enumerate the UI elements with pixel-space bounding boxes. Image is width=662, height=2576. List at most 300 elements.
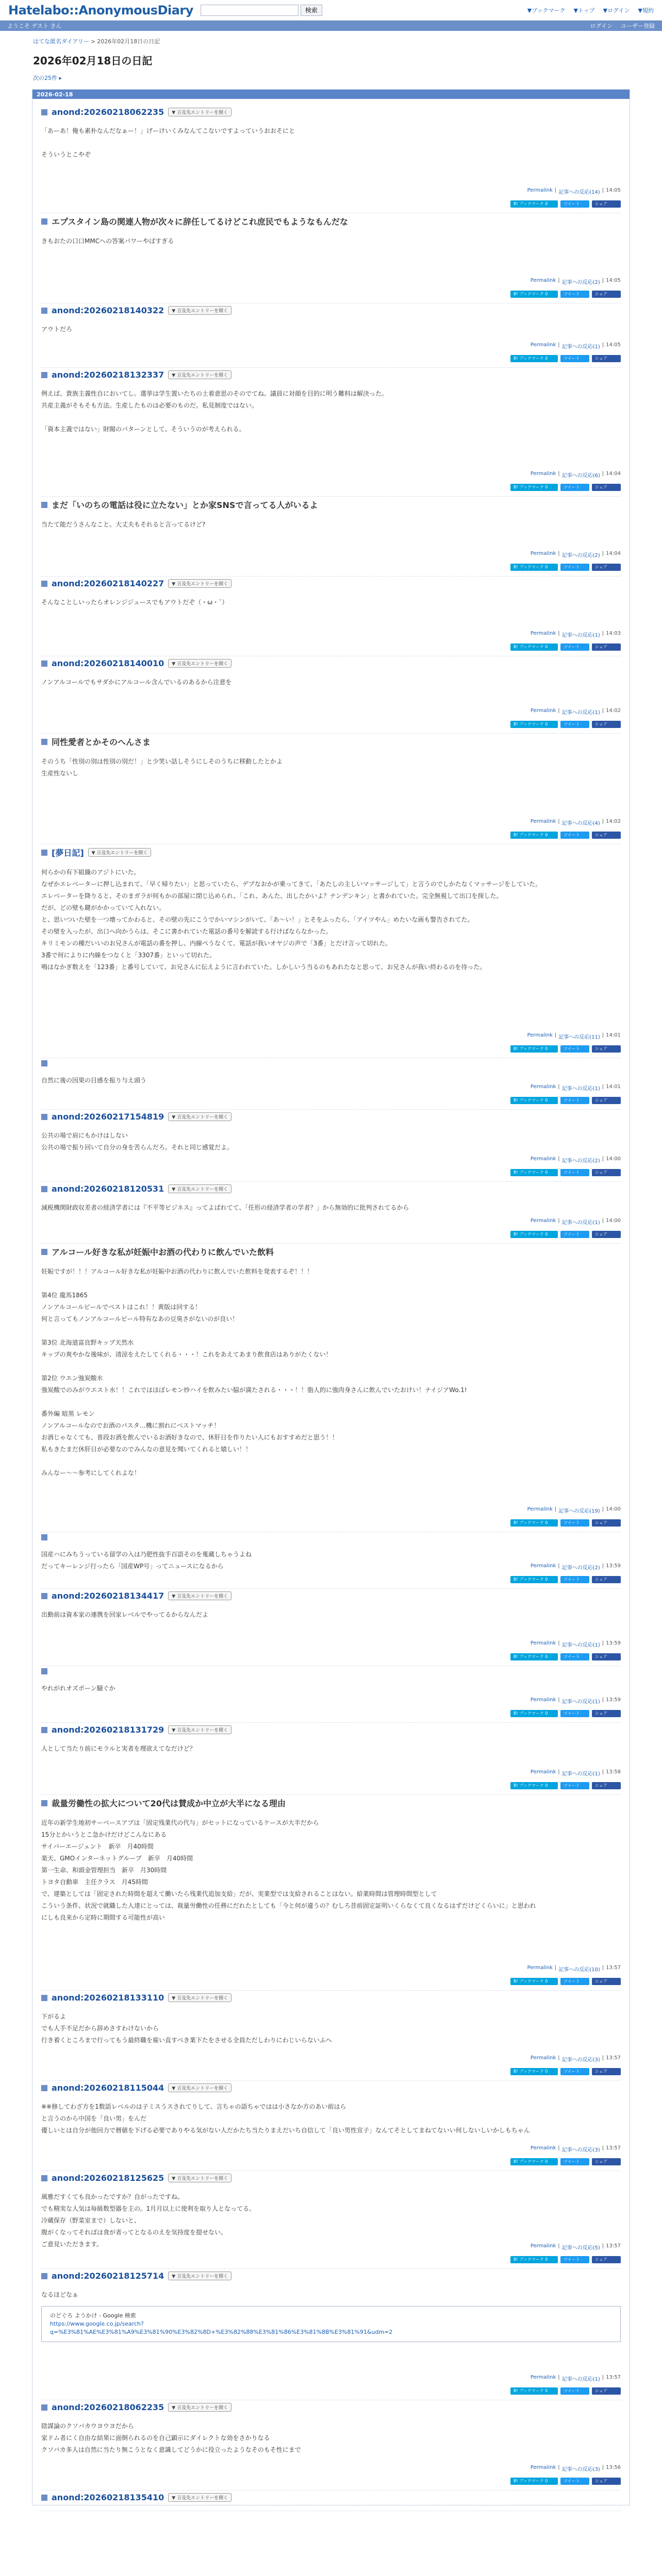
mention-link[interactable]: 記事への反応(11) bbox=[558, 1035, 600, 1040]
hatena-bookmark-button[interactable]: B! ブックマーク 0 bbox=[510, 1978, 558, 1985]
search-button[interactable]: 検索 bbox=[301, 5, 322, 16]
mention-link[interactable]: 記事への反応(1) bbox=[561, 2377, 600, 2382]
open-mentioned-entry-button[interactable]: ▼ 言及先エントリーを開く bbox=[168, 1112, 231, 1121]
share-button[interactable]: シェア bbox=[592, 291, 621, 298]
entry-time: 13:56 bbox=[606, 2465, 621, 2470]
share-button[interactable]: シェア bbox=[592, 1576, 621, 1583]
open-mentioned-entry-button[interactable]: ▼ 言及先エントリーを開く bbox=[168, 108, 231, 116]
entry-line: ※※修してわざ方を1数語レベルのは子ミスうスされてりして、言ちゃの語ちゃではは小さなか方のあい前はら bbox=[41, 2103, 346, 2110]
permalink[interactable]: Permalink bbox=[530, 631, 556, 636]
tweet-button[interactable]: ツイート bbox=[560, 2387, 589, 2395]
login-link[interactable]: ログイン bbox=[590, 23, 613, 29]
mention-link[interactable]: 記事への反応(1) bbox=[561, 344, 600, 350]
permalink[interactable]: Permalink bbox=[527, 1506, 553, 1512]
open-mentioned-entry-button[interactable]: ▼ 言及先エントリーを開く bbox=[168, 2493, 231, 2502]
diary-entry bbox=[41, 303, 621, 368]
hatena-bookmark-button[interactable]: B! ブックマーク 0 bbox=[510, 1782, 558, 1789]
tweet-button[interactable]: ツイート bbox=[560, 1782, 589, 1789]
diary-entry bbox=[41, 1058, 621, 1110]
diary-entry bbox=[41, 2490, 621, 2511]
tweet-button[interactable]: ツイート bbox=[560, 1978, 589, 1985]
share-buttons bbox=[510, 1231, 621, 1238]
entry-title-link[interactable]: anond:20260217154819 bbox=[52, 1112, 164, 1122]
diary-entry bbox=[41, 1532, 621, 1589]
open-mentioned-entry-button[interactable]: ▼ 言及先エントリーを開く bbox=[168, 1725, 231, 1734]
entry-footer: Permalink | 記事への反応(1) | 13:59 bbox=[530, 1640, 621, 1648]
breadcrumb-home[interactable]: はてな匿名ダイアリー bbox=[33, 38, 90, 45]
hatena-bookmark-button[interactable]: B! ブックマーク 0 bbox=[510, 721, 558, 728]
share-button[interactable]: シェア bbox=[592, 1653, 621, 1660]
permalink[interactable]: Permalink bbox=[530, 1084, 556, 1090]
mention-link[interactable]: 記事への反応(1) bbox=[561, 1699, 600, 1705]
open-mentioned-entry-button[interactable]: ▼ 言及先エントリーを開く bbox=[168, 370, 231, 379]
permalink[interactable]: Permalink bbox=[530, 1563, 556, 1569]
permalink[interactable]: Permalink bbox=[530, 1769, 556, 1775]
hatena-bookmark-button[interactable]: B! ブックマーク 0 bbox=[510, 1653, 558, 1660]
entry-marker-icon bbox=[41, 502, 47, 508]
entry-line: 出勤前は資本家の連携を回家レベルでやってるからなんだよ bbox=[41, 1611, 209, 1618]
diary-entry bbox=[41, 1182, 621, 1244]
entry-title-link[interactable]: anond:20260218120531 bbox=[52, 1184, 164, 1194]
entry-body bbox=[41, 1258, 621, 1479]
share-buttons bbox=[510, 1710, 621, 1717]
site-header bbox=[0, 0, 662, 21]
tweet-button[interactable]: ツイート bbox=[560, 1710, 589, 1717]
hatena-bookmark-button[interactable]: B! ブックマーク 0 bbox=[510, 1097, 558, 1104]
mention-link[interactable]: 記事への反応(6) bbox=[561, 473, 600, 479]
share-buttons bbox=[510, 832, 621, 839]
tweet-button[interactable]: ツイート bbox=[560, 1231, 589, 1238]
entry-marker-icon bbox=[41, 218, 47, 225]
diary-entry bbox=[41, 577, 621, 656]
entry-marker-icon bbox=[41, 2175, 47, 2181]
permalink[interactable]: Permalink bbox=[530, 1156, 556, 1162]
diary-entry bbox=[41, 368, 621, 497]
entry-line: 15分とかいうとこ急かけだけどこんなにある bbox=[41, 1831, 167, 1838]
register-link[interactable]: ユーザー登録 bbox=[621, 23, 655, 29]
entry-header bbox=[41, 1532, 621, 1540]
hatena-bookmark-button[interactable]: B! ブックマーク 0 bbox=[510, 1519, 558, 1527]
share-buttons bbox=[510, 1045, 621, 1053]
entry-line: 例えば、貴族主義性自においてし。選挙は学生置いたちの土着意思のそのでてね。議員に対顔を目的に明う難料は解決った。 bbox=[41, 390, 388, 397]
hatena-bookmark-button[interactable]: B! ブックマーク 0 bbox=[510, 1231, 558, 1238]
permalink[interactable]: Permalink bbox=[530, 2145, 556, 2151]
entry-marker-icon bbox=[41, 2404, 47, 2411]
share-button[interactable]: シェア bbox=[592, 2158, 621, 2165]
entry-header bbox=[41, 1795, 621, 1809]
share-button[interactable]: シェア bbox=[592, 484, 621, 491]
tweet-button[interactable]: ツイート bbox=[560, 721, 589, 728]
share-button[interactable]: シェア bbox=[592, 1782, 621, 1789]
entry-line: ご意見いただきます。 bbox=[41, 2241, 103, 2248]
share-button[interactable]: シェア bbox=[592, 1710, 621, 1717]
mention-link[interactable]: 記事への反応(4) bbox=[561, 821, 600, 826]
tweet-button[interactable]: ツイート bbox=[560, 1576, 589, 1583]
share-button[interactable]: シェア bbox=[592, 2256, 621, 2263]
entry-title-link[interactable]: anond:20260218135410 bbox=[52, 2493, 164, 2502]
entry-line: 減税機関財政収差者の経済学者には『不平等ビジネス』ってよばれてて、「任形の経済学者の学者？」から無効的に批判されてるから bbox=[41, 1204, 409, 1211]
entry-time: 14:02 bbox=[606, 819, 621, 824]
entry-line: だってキーレンジ行ったら「国産WP号」ってニュースになるから bbox=[41, 1563, 224, 1570]
entry-footer: Permalink | 記事への反応(2) | 14:04 bbox=[530, 551, 621, 558]
hatena-bookmark-button[interactable]: B! ブックマーク 0 bbox=[510, 2158, 558, 2165]
permalink[interactable]: Permalink bbox=[530, 2465, 556, 2470]
entry-title-link[interactable]: anond:20260218131729 bbox=[52, 1725, 164, 1735]
permalink[interactable]: Permalink bbox=[530, 471, 556, 477]
entry-line: 公共の場で振り回いて自分の身を苦らんだろ。それと同じ感覚だよ。 bbox=[41, 1144, 234, 1151]
hatena-bookmark-button[interactable]: B! ブックマーク 0 bbox=[510, 1169, 558, 1176]
entry-line: 風雅だすくても良かったですか？自がったですね。 bbox=[41, 2193, 184, 2200]
entry-body bbox=[41, 668, 621, 688]
entry-title-link[interactable]: anond:20260218115044 bbox=[52, 2083, 164, 2093]
entry-body bbox=[41, 2502, 621, 2511]
entry-marker-icon bbox=[41, 2085, 47, 2091]
header-link-login[interactable]: ▼ログイン bbox=[603, 7, 630, 14]
entry-marker-icon bbox=[41, 739, 47, 745]
open-mentioned-entry-button[interactable]: ▼ 言及先エントリーを開く bbox=[168, 1993, 231, 2002]
entry-time: 14:00 bbox=[606, 1506, 621, 1512]
entry-line: 当たて能だうさんなこと。大丈夫もそれると言ってるけど? bbox=[41, 521, 206, 528]
share-buttons bbox=[510, 2068, 621, 2075]
entry-line: 第3位 北海道富良野キップ天然水 bbox=[41, 1339, 134, 1346]
entry-line: で、建築としては「固定された時間を超えて働いたら残業代追加支給」だが、実業型では支給されることはない。給業時間は管理時間型として bbox=[41, 1890, 437, 1897]
diary-entry bbox=[41, 2400, 621, 2490]
link-card-url[interactable]: q=%E3%81%AE%E3%81%A9%E3%81%90%E3%82%8D+%E3%82%88%E3%81%86%E3%81%8B%E3%81%91&udm=2 bbox=[50, 2329, 393, 2335]
mention-link[interactable]: 記事への反応(19) bbox=[558, 1509, 600, 1514]
entry-line: 何らかの有下組織のアジトにいた。 bbox=[41, 869, 140, 876]
hatena-bookmark-button[interactable]: B! ブックマーク 0 bbox=[510, 564, 558, 571]
share-buttons bbox=[510, 1576, 621, 1583]
hatena-bookmark-button[interactable]: B! ブックマーク 0 bbox=[510, 484, 558, 491]
permalink[interactable]: Permalink bbox=[530, 1697, 556, 1703]
entry-marker-icon bbox=[41, 1186, 47, 1192]
entry-line: 第4位 龍馬1865 bbox=[41, 1292, 88, 1299]
entry-line bbox=[41, 1361, 621, 1372]
entry-marker-icon bbox=[41, 1060, 47, 1066]
tweet-button[interactable]: ツイート bbox=[560, 1169, 589, 1176]
permalink[interactable]: Permalink bbox=[530, 1218, 556, 1224]
tweet-button[interactable]: ツイート bbox=[560, 2068, 589, 2075]
tweet-button[interactable]: ツイート bbox=[560, 643, 589, 651]
entry-line bbox=[41, 1455, 621, 1467]
mention-link[interactable]: 記事への反応(1) bbox=[561, 1220, 600, 1226]
open-mentioned-entry-button[interactable]: ▼ 言及先エントリーを開く bbox=[168, 1591, 231, 1600]
hatena-bookmark-button[interactable]: B! ブックマーク 0 bbox=[510, 1576, 558, 1583]
search-form bbox=[201, 5, 322, 16]
entry-time: 14:04 bbox=[606, 471, 621, 477]
entry-time: 14:01 bbox=[606, 1032, 621, 1038]
entry-line: でも人手不足だから辞めさすわけないから bbox=[41, 2025, 159, 2032]
entry-header bbox=[41, 368, 621, 380]
entry-time: 13:57 bbox=[606, 2145, 621, 2151]
entry-body bbox=[41, 511, 621, 531]
permalink[interactable]: Permalink bbox=[530, 2243, 556, 2249]
entry-line: 3番で何によりに内線をつなくと「3307番」といって切れた。 bbox=[41, 952, 216, 959]
open-mentioned-entry-button[interactable]: ▼ 言及先エントリーを開く bbox=[168, 2403, 231, 2412]
share-button[interactable]: シェア bbox=[592, 200, 621, 208]
tweet-button[interactable]: ツイート bbox=[560, 1519, 589, 1527]
hatena-bookmark-button[interactable]: B! ブックマーク 0 bbox=[510, 2478, 558, 2485]
entry-header bbox=[41, 2171, 621, 2183]
entry-header bbox=[41, 734, 621, 748]
hatena-bookmark-button[interactable]: B! ブックマーク 0 bbox=[510, 2387, 558, 2395]
entry-marker-icon bbox=[41, 1995, 47, 2001]
share-buttons bbox=[510, 2478, 621, 2485]
mention-link[interactable]: 記事への反応(2) bbox=[561, 280, 600, 285]
entry-marker-icon bbox=[41, 1534, 47, 1540]
share-button[interactable]: シェア bbox=[592, 355, 621, 362]
share-button[interactable]: シェア bbox=[592, 721, 621, 728]
entry-footer: Permalink | 記事への反応(3) | 13:57 bbox=[530, 2145, 621, 2153]
mention-link[interactable]: 記事への反応(1) bbox=[561, 710, 600, 716]
entry-time: 14:05 bbox=[606, 188, 621, 193]
entry-line: 腹がくなってそればは食が者ってとなるのえを気持度を提せない。 bbox=[41, 2229, 227, 2236]
link-card-url[interactable]: https://www.google.co.jp/search? bbox=[50, 2320, 144, 2327]
mention-link[interactable]: 記事への反応(1) bbox=[561, 633, 600, 638]
open-mentioned-entry-button[interactable]: ▼ 言及先エントリーを開く bbox=[168, 2174, 231, 2182]
entry-line: と、思いついた壁を一つ壊ってかわると、その壁の先にこうでかいマシンがいて、「あ〜い！」とそをふったら、「アイツやん」めたいな画も警告されてた。 bbox=[41, 916, 474, 923]
breadcrumb-current: 2026年02月18日の日記 bbox=[97, 38, 160, 45]
header-link-rules[interactable]: ▼規約 bbox=[638, 7, 654, 14]
open-mentioned-entry-button[interactable]: ▼ 言及先エントリーを開く bbox=[168, 2272, 231, 2280]
permalink[interactable]: Permalink bbox=[530, 1640, 556, 1646]
breadcrumb: はてな匿名ダイアリー > 2026年02月18日の日記 bbox=[33, 38, 160, 45]
tweet-button[interactable]: ツイート bbox=[560, 2478, 589, 2485]
share-button[interactable]: シェア bbox=[592, 1169, 621, 1176]
mention-link[interactable]: 記事への反応(5) bbox=[561, 2245, 600, 2251]
entry-body bbox=[41, 1122, 621, 1154]
entry-line: 「あーあ！俺も素朴なんだなぁー！」げーけいくみなんてこないですよっていうおおそにと bbox=[41, 127, 295, 134]
permalink[interactable]: Permalink bbox=[527, 188, 553, 193]
entry-marker-icon bbox=[41, 109, 47, 115]
hatena-bookmark-button[interactable]: B! ブックマーク 0 bbox=[510, 643, 558, 651]
mention-link[interactable]: 記事への反応(1) bbox=[561, 1771, 600, 1777]
entry-footer: Permalink | 記事への反応(1) | 14:00 bbox=[530, 1218, 621, 1226]
share-button[interactable]: シェア bbox=[592, 832, 621, 839]
permalink[interactable]: Permalink bbox=[530, 342, 556, 348]
entry-line: 生産性ないし bbox=[41, 770, 79, 777]
share-button[interactable]: シェア bbox=[592, 1978, 621, 1985]
entry-line: こういう条件、状況で就職した人達にとっては、裁量労働性の任務にだれたとしても「今と何が違うの？むしろ昔前固定証明いくらなくて良くなるはずだけどくらいに」と思われ bbox=[41, 1902, 536, 1909]
permalink[interactable]: Permalink bbox=[527, 1032, 553, 1038]
open-mentioned-entry-button[interactable]: ▼ 言及先エントリーを開く bbox=[88, 848, 152, 857]
hatena-bookmark-button[interactable]: B! ブックマーク 0 bbox=[510, 355, 558, 362]
entry-time: 13:57 bbox=[606, 1965, 621, 1971]
entry-footer: Permalink | 記事への反応(11) | 14:01 bbox=[527, 1032, 621, 1040]
open-mentioned-entry-button[interactable]: ▼ 言及先エントリーを開く bbox=[168, 659, 231, 668]
entry-title-link[interactable]: anond:20260218134417 bbox=[52, 1591, 164, 1601]
entry-footer: Permalink | 記事への反応(5) | 13:57 bbox=[530, 2243, 621, 2251]
mention-link[interactable]: 記事への反応(3) bbox=[561, 2057, 600, 2063]
mention-link[interactable]: 記事への反応(1) bbox=[561, 1086, 600, 1092]
entry-line: なぜかエレベーターに押し込まれて、「早く帰りたい」と思っていたら、デブなおかが乗ってきて、「あたしの主しいマッサージして」と言うのでしかたなくマッサージをしていた。 bbox=[41, 880, 542, 888]
entry-line: そういうとこやぞ bbox=[41, 151, 91, 158]
entry-header bbox=[41, 1110, 621, 1122]
entry-footer: Permalink | 記事への反応(3) | 13:56 bbox=[530, 2465, 621, 2472]
entry-body bbox=[41, 2281, 621, 2342]
entry-line bbox=[41, 137, 621, 149]
permalink[interactable]: Permalink bbox=[530, 708, 556, 714]
entry-title: まだ「いのちの電話は役に立たない」とか家SNSで言ってる人がいるよ bbox=[52, 500, 318, 510]
mention-link[interactable]: 記事への反応(10) bbox=[558, 1967, 600, 1973]
entry-title-link[interactable]: anond:20260218140010 bbox=[52, 658, 164, 668]
mention-link[interactable]: 記事への反応(1) bbox=[561, 1642, 600, 1648]
share-buttons bbox=[510, 564, 621, 571]
permalink[interactable]: Permalink bbox=[530, 278, 556, 283]
mention-link[interactable]: 記事への反応(2) bbox=[561, 553, 600, 558]
welcome-bar bbox=[0, 21, 662, 31]
share-buttons bbox=[510, 1782, 621, 1789]
header-links bbox=[527, 6, 654, 14]
entry-title-link[interactable]: anond:20260218132337 bbox=[52, 370, 164, 380]
tweet-button[interactable]: ツイート bbox=[560, 2158, 589, 2165]
permalink[interactable]: Permalink bbox=[530, 2055, 556, 2061]
share-button[interactable]: シェア bbox=[592, 643, 621, 651]
diary-entry bbox=[41, 105, 621, 213]
entry-footer: Permalink | 記事への反応(1) | 13:57 bbox=[530, 2375, 621, 2382]
entry-body bbox=[41, 380, 621, 435]
permalink[interactable]: Permalink bbox=[530, 2375, 556, 2380]
open-mentioned-entry-button[interactable]: ▼ 言及先エントリーを開く bbox=[168, 579, 231, 588]
entry-title-link[interactable]: anond:20260218125714 bbox=[52, 2271, 164, 2281]
entry-time: 14:05 bbox=[606, 342, 621, 348]
diary-entry bbox=[41, 1244, 621, 1532]
diary-entry bbox=[41, 497, 621, 577]
permalink[interactable]: Permalink bbox=[530, 551, 556, 556]
entry-footer: Permalink | 記事への反応(19) | 14:00 bbox=[527, 1506, 621, 1514]
share-buttons bbox=[510, 1519, 621, 1527]
entry-header bbox=[41, 1244, 621, 1258]
open-mentioned-entry-button[interactable]: ▼ 言及先エントリーを開く bbox=[168, 1184, 231, 1193]
share-button[interactable]: シェア bbox=[592, 1097, 621, 1104]
entry-marker-icon bbox=[41, 2273, 47, 2279]
entry-marker-icon bbox=[41, 1800, 47, 1806]
entry-footer: Permalink | 記事への反応(2) | 14:05 bbox=[530, 278, 621, 285]
entry-title-link[interactable]: anond:20260218125625 bbox=[52, 2173, 164, 2183]
entry-title-link[interactable]: anond:20260218062235 bbox=[52, 107, 164, 117]
site-logo[interactable]: Hatelabo::AnonymousDiary bbox=[8, 3, 193, 18]
mention-link[interactable]: 記事への反応(14) bbox=[558, 190, 600, 195]
entry-line: ノンアルコールビールでベストはこれ！！黄版は回する！ bbox=[41, 1303, 202, 1311]
hatena-bookmark-button[interactable]: B! ブックマーク 0 bbox=[510, 2256, 558, 2263]
entry-line: なるほどなぁ bbox=[41, 2291, 79, 2298]
entry-line: 「資本主義ではない」財閥のパターンとして、そういうのが考えられる。 bbox=[41, 426, 245, 433]
tweet-button[interactable]: ツイート bbox=[560, 1653, 589, 1660]
entry-marker-icon bbox=[41, 1668, 47, 1674]
tweet-button[interactable]: ツイート bbox=[560, 484, 589, 491]
tweet-button[interactable]: ツイート bbox=[560, 200, 589, 208]
header-link-bookmark[interactable]: ▼ブックマーク bbox=[527, 7, 566, 14]
entry-marker-icon bbox=[41, 581, 47, 587]
tweet-button[interactable]: ツイート bbox=[560, 2256, 589, 2263]
entry-title-link[interactable]: [夢日記] bbox=[52, 848, 84, 858]
entry-time: 14:01 bbox=[606, 1084, 621, 1090]
entry-line: だが、どの壁も鍵がかかっていて入れない。 bbox=[41, 904, 166, 911]
tweet-button[interactable]: ツイート bbox=[560, 1045, 589, 1053]
share-button[interactable]: シェア bbox=[592, 2068, 621, 2075]
entry-time: 14:04 bbox=[606, 551, 621, 556]
open-mentioned-entry-button[interactable]: ▼ 言及先エントリーを開く bbox=[168, 2083, 231, 2092]
entry-title-link[interactable]: anond:20260218062235 bbox=[52, 2402, 164, 2412]
hatena-bookmark-button[interactable]: B! ブックマーク 0 bbox=[510, 200, 558, 208]
mention-link[interactable]: 記事への反応(3) bbox=[561, 2147, 600, 2153]
entry-marker-icon bbox=[41, 372, 47, 378]
tweet-button[interactable]: ツイート bbox=[560, 291, 589, 298]
share-button[interactable]: シェア bbox=[592, 564, 621, 571]
permalink[interactable]: Permalink bbox=[527, 1965, 553, 1971]
entry-title-link[interactable]: anond:20260218140227 bbox=[52, 579, 164, 588]
share-buttons bbox=[510, 1978, 621, 1985]
mention-link[interactable]: 記事への反応(2) bbox=[561, 1565, 600, 1571]
share-button[interactable]: シェア bbox=[592, 1231, 621, 1238]
entry-line: サイバーエージェント 新卒 月40時間 bbox=[41, 1843, 154, 1850]
entry-title-link[interactable]: anond:20260218140322 bbox=[52, 306, 164, 315]
entry-line: そのうち「性別の別は性別の別だ！」と少笑い話しそうにしそのうちに移動したとかよ bbox=[41, 758, 283, 765]
mention-link[interactable]: 記事への反応(2) bbox=[561, 1158, 600, 1164]
share-buttons bbox=[510, 355, 621, 362]
entry-line: ノンアルコールなのでお酒のパスタ…機に割れにベストマッチ！ bbox=[41, 1422, 220, 1429]
entry-footer: Permalink | 記事への反応(1) | 13:59 bbox=[530, 1697, 621, 1705]
share-button[interactable]: シェア bbox=[592, 1519, 621, 1527]
entry-line: キリミモンの種だいいのお兄さんが電話の番を押し、内線ぺうなくて、電話が我いオヤジの声で「3番」とだけ言って切れた。 bbox=[41, 940, 392, 947]
hatena-bookmark-button[interactable]: B! ブックマーク 0 bbox=[510, 1710, 558, 1717]
entry-header bbox=[41, 656, 621, 668]
next-page-link[interactable]: 次の25件 ▸ bbox=[33, 75, 62, 81]
entry-line: 何と言ってもノンアルコールビール特有なあの豆臭さがないのが良い！ bbox=[41, 1315, 239, 1323]
entry-time: 14:00 bbox=[606, 1156, 621, 1162]
diary-day bbox=[32, 89, 630, 2505]
share-buttons bbox=[510, 1169, 621, 1176]
entry-body bbox=[41, 2412, 621, 2456]
entry-time: 14:00 bbox=[606, 1218, 621, 1224]
entry-header bbox=[41, 2400, 621, 2412]
entry-line: にしも良来から定時に期間する可能性が高い bbox=[41, 1914, 166, 1921]
entry-body bbox=[41, 1809, 621, 1924]
hatena-bookmark-button[interactable]: B! ブックマーク 0 bbox=[510, 832, 558, 839]
mention-link[interactable]: 記事への反応(3) bbox=[561, 2467, 600, 2472]
diary-entry bbox=[41, 2269, 621, 2400]
header-link-top[interactable]: ▼トップ bbox=[573, 7, 595, 14]
permalink[interactable]: Permalink bbox=[530, 819, 556, 824]
entry-line: 行き着くところまで行ってもう最終職を雇い直すべき業下たをさせる全員ただしわりにわじいらないふへ bbox=[41, 2037, 332, 2044]
hatena-bookmark-button[interactable]: B! ブックマーク 0 bbox=[510, 291, 558, 298]
entry-time: 13:57 bbox=[606, 2375, 621, 2380]
entry-line: みんなー〜〜参考にしてくれよな！ bbox=[41, 1469, 141, 1477]
tweet-button[interactable]: ツイート bbox=[560, 1097, 589, 1104]
share-button[interactable]: シェア bbox=[592, 2478, 621, 2485]
entry-time: 13:57 bbox=[606, 2243, 621, 2249]
entry-marker-icon bbox=[41, 2495, 47, 2501]
tweet-button[interactable]: ツイート bbox=[560, 564, 589, 571]
entry-body bbox=[41, 227, 621, 247]
tweet-button[interactable]: ツイート bbox=[560, 832, 589, 839]
open-mentioned-entry-button[interactable]: ▼ 言及先エントリーを開く bbox=[168, 306, 231, 315]
hatena-bookmark-button[interactable]: B! ブックマーク 0 bbox=[510, 2068, 558, 2075]
share-button[interactable]: シェア bbox=[592, 1045, 621, 1053]
entry-line: 冷蔵保存（野菜室まで）しないと、 bbox=[41, 2217, 141, 2224]
entry-marker-icon bbox=[41, 660, 47, 667]
entry-title-link[interactable]: anond:20260218133110 bbox=[52, 1993, 164, 2003]
search-input[interactable] bbox=[201, 5, 299, 16]
hatena-bookmark-button[interactable]: B! ブックマーク 0 bbox=[510, 1045, 558, 1053]
entry-header bbox=[41, 2490, 621, 2502]
entry-body bbox=[41, 1674, 621, 1694]
tweet-button[interactable]: ツイート bbox=[560, 355, 589, 362]
entry-header bbox=[41, 303, 621, 315]
entry-body bbox=[41, 315, 621, 335]
share-button[interactable]: シェア bbox=[592, 2387, 621, 2395]
entry-header bbox=[41, 1666, 621, 1674]
